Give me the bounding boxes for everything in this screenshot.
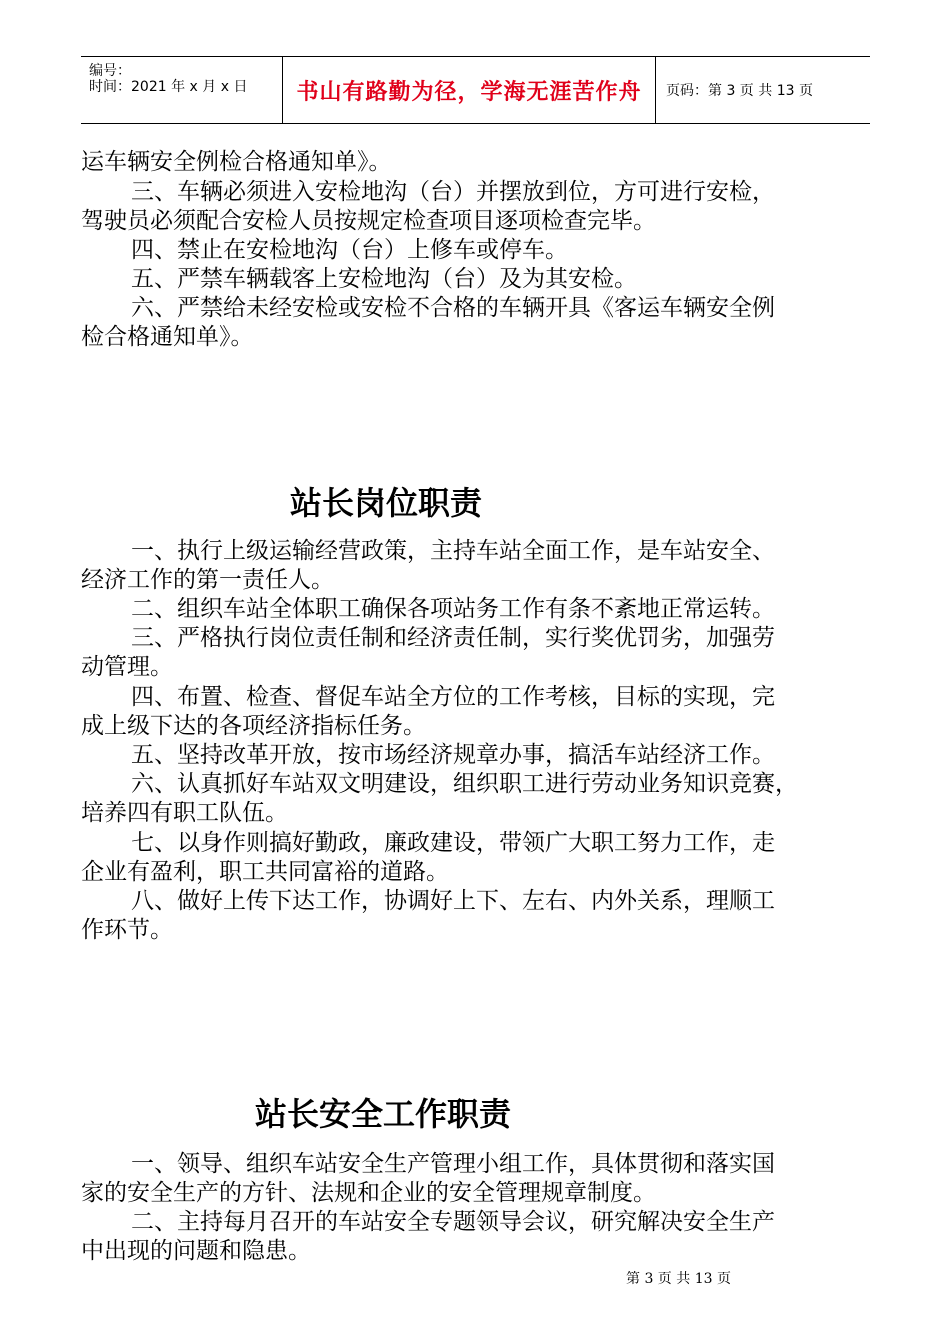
paragraph: 一、执行上级运输经营政策，主持车站全面工作，是车站安全、 xyxy=(131,538,775,564)
section-title-station-master-duties: 站长岗位职责 xyxy=(290,484,483,522)
paragraph: 五、严禁车辆载客上安检地沟（台）及为其安检。 xyxy=(131,266,637,292)
paragraph: 企业有盈利，职工共同富裕的道路。 xyxy=(81,859,449,885)
paragraph: 六、严禁给未经安检或安检不合格的车辆开具《客运车辆安全例 xyxy=(131,295,775,321)
paragraph: 成上级下达的各项经济指标任务。 xyxy=(81,713,426,739)
section-title-station-master-safety-duties: 站长安全工作职责 xyxy=(255,1095,512,1133)
header-page-info: 页码：第 3 页 共 13 页 xyxy=(666,83,813,99)
paragraph: 四、布置、检查、督促车站全方位的工作考核，目标的实现，完 xyxy=(131,684,775,710)
paragraph: 四、禁止在安检地沟（台）上修车或停车。 xyxy=(131,237,568,263)
doc-number-label: 编号： xyxy=(89,63,131,79)
paragraph: 六、认真抓好车站双文明建设，组织职工进行劳动业务知识竞赛， xyxy=(131,771,798,797)
paragraph: 三、严格执行岗位责任制和经济责任制，实行奖优罚劣，加强劳 xyxy=(131,625,775,651)
paragraph: 培养四有职工队伍。 xyxy=(81,800,288,826)
paragraph: 动管理。 xyxy=(81,654,173,680)
paragraph: 三、车辆必须进入安检地沟（台）并摆放到位，方可进行安检， xyxy=(131,179,775,205)
page-footer: 第 3 页 共 13 页 xyxy=(626,1271,731,1287)
doc-time-label: 时间：2021 年 x 月 x 日 xyxy=(89,79,248,95)
header-motto-cell xyxy=(282,57,656,123)
paragraph: 二、组织车站全体职工确保各项站务工作有条不紊地正常运转。 xyxy=(131,596,775,622)
header-motto: 书山有路勤为径，学海无涯苦作舟 xyxy=(296,79,642,105)
page-header xyxy=(81,56,870,124)
paragraph: 驾驶员必须配合安检人员按规定检查项目逐项检查完毕。 xyxy=(81,208,656,234)
paragraph: 二、主持每月召开的车站安全专题领导会议，研究解决安全生产 xyxy=(131,1209,775,1235)
paragraph: 作环节。 xyxy=(81,917,173,943)
paragraph: 五、坚持改革开放，按市场经济规章办事，搞活车站经济工作。 xyxy=(131,742,775,768)
paragraph: 家的安全生产的方针、法规和企业的安全管理规章制度。 xyxy=(81,1180,656,1206)
paragraph: 检合格通知单》。 xyxy=(81,324,254,350)
paragraph: 一、领导、组织车站安全生产管理小组工作，具体贯彻和落实国 xyxy=(131,1151,775,1177)
paragraph: 经济工作的第一责任人。 xyxy=(81,567,334,593)
paragraph: 七、以身作则搞好勤政，廉政建设，带领广大职工努力工作，走 xyxy=(131,830,775,856)
paragraph: 中出现的问题和隐患。 xyxy=(81,1238,311,1264)
header-meta xyxy=(81,57,282,123)
paragraph: 八、做好上传下达工作，协调好上下、左右、内外关系，理顺工 xyxy=(131,888,775,914)
paragraph: 运车辆安全例检合格通知单》。 xyxy=(81,149,392,175)
